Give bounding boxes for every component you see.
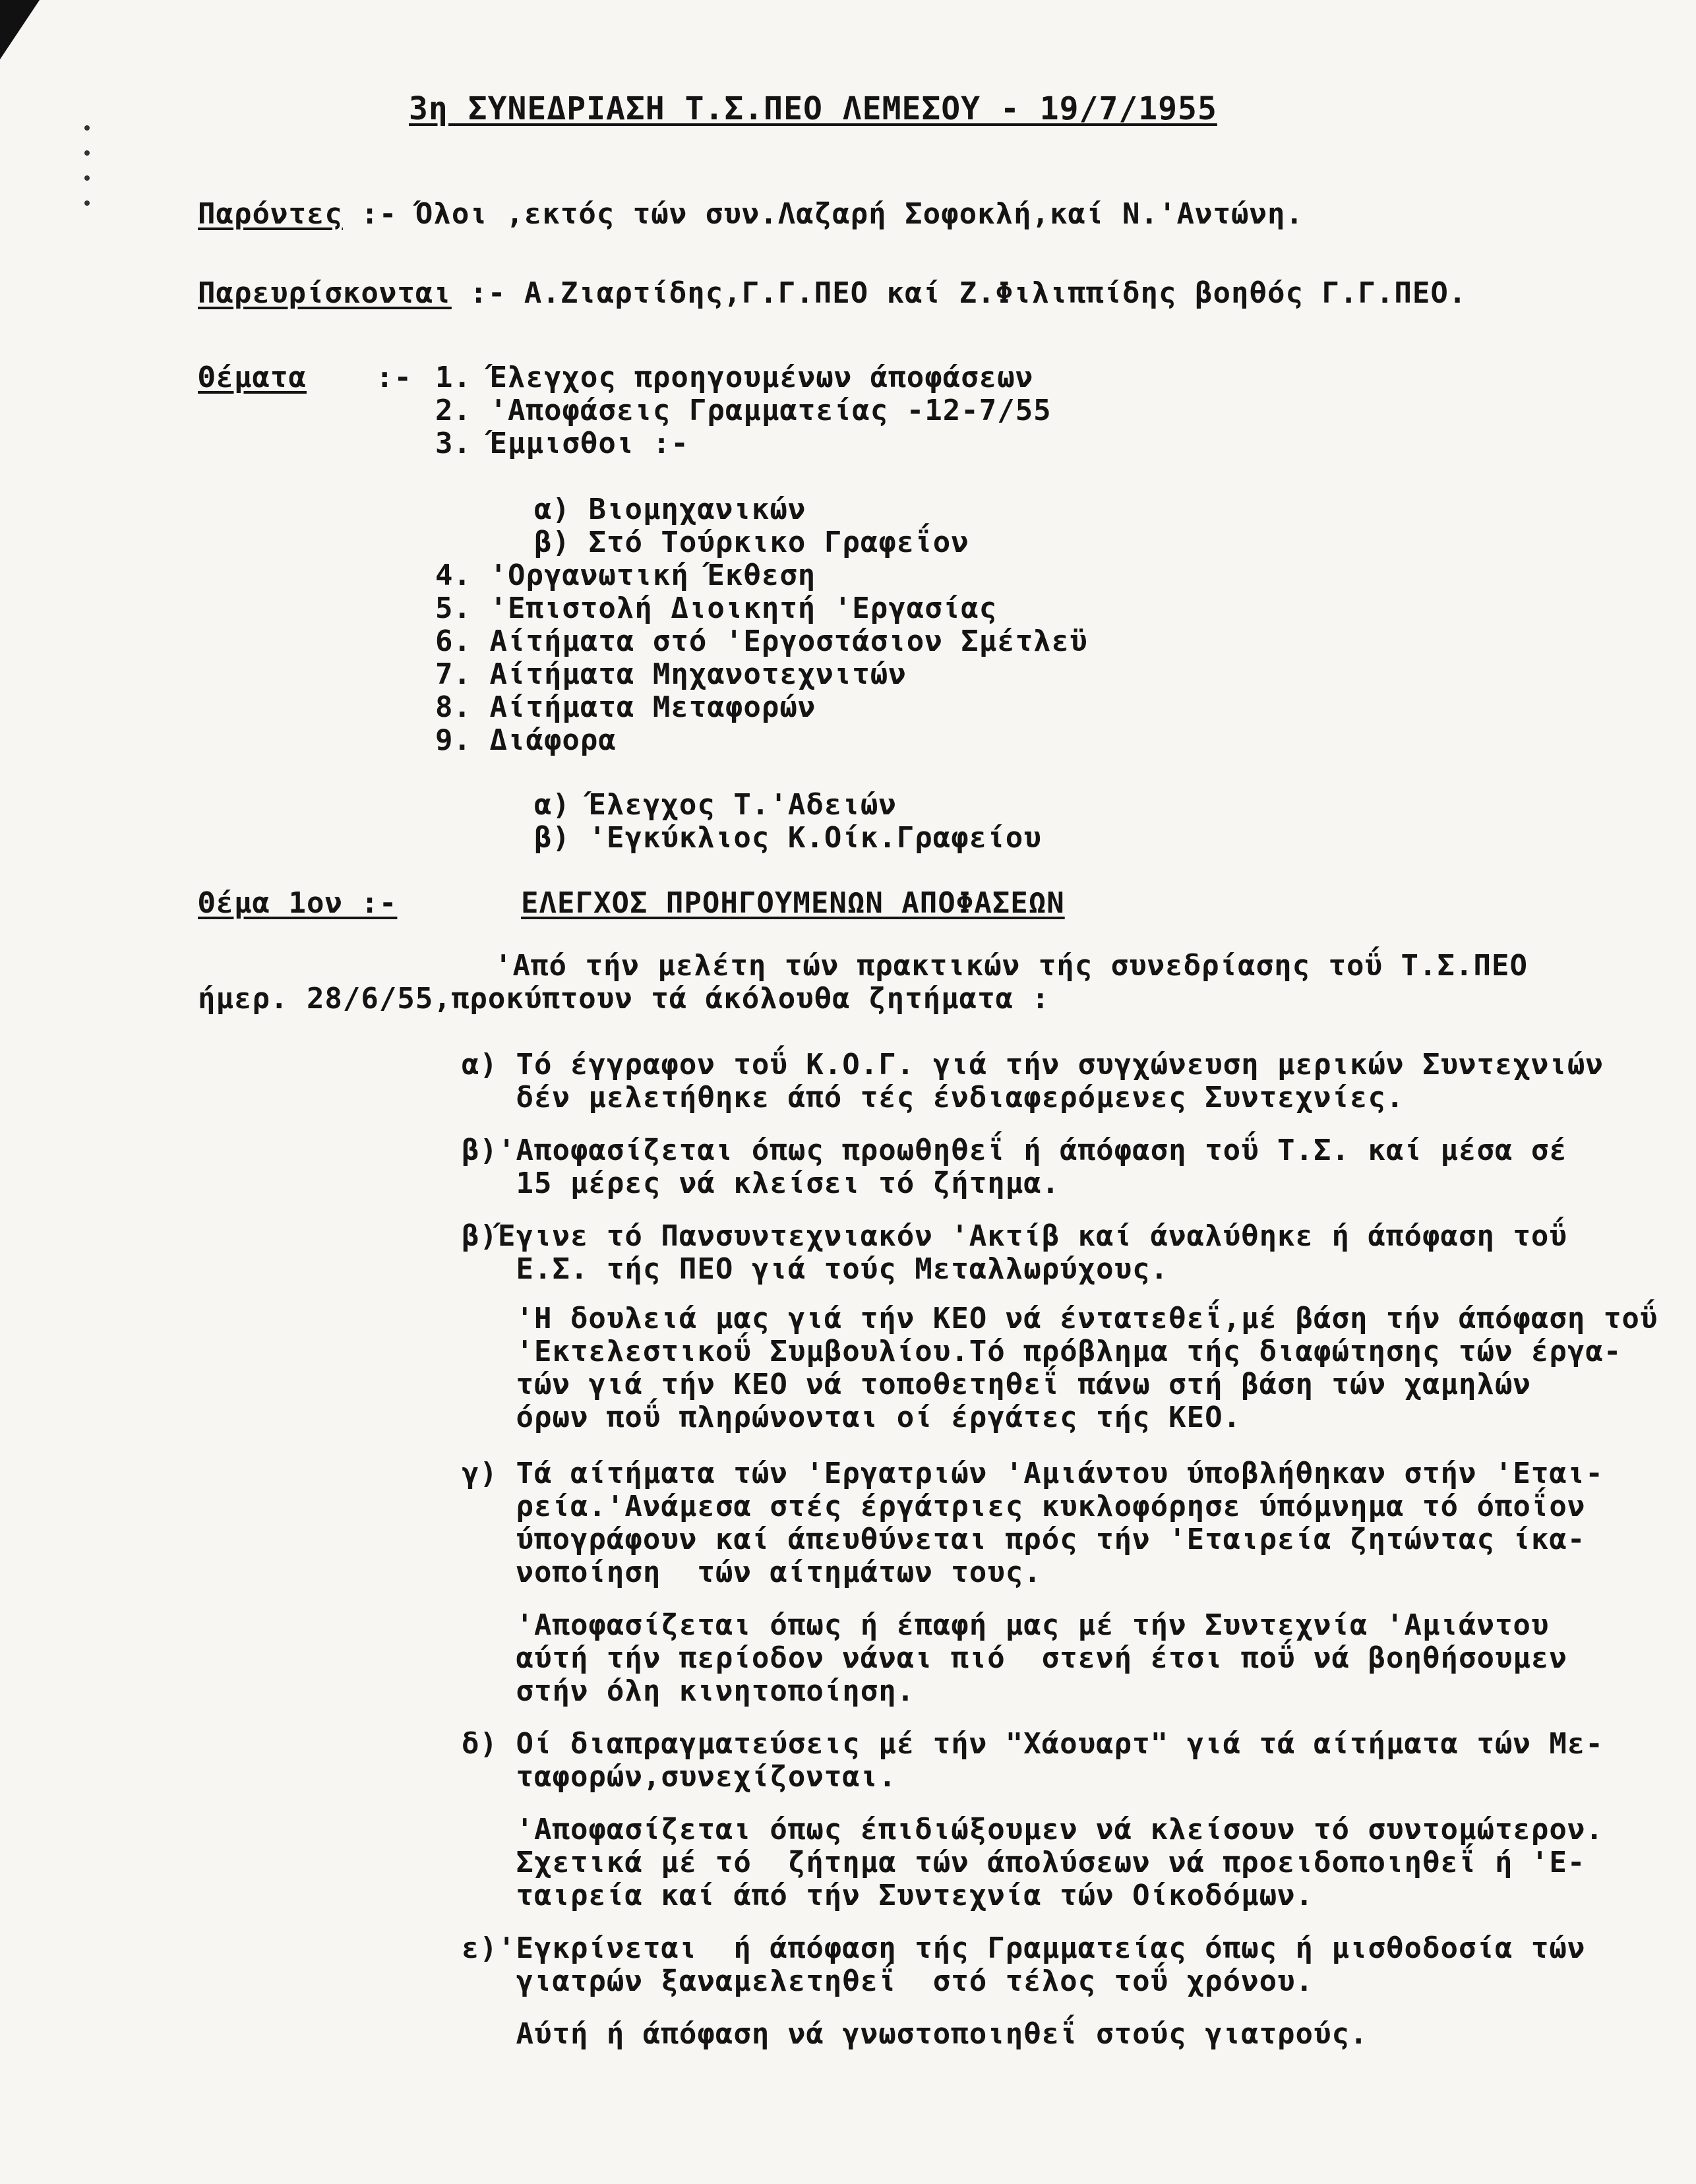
topic-item: 6. Αίτήματα στό 'Εργοστάσιον Σμέτλεϋ	[435, 624, 1088, 658]
topics-sep: :-	[376, 361, 412, 394]
topic-item: 8. Αίτήματα Μεταφορών	[435, 690, 816, 724]
item-epsilon-line: γιατρών ξαναμελετηθεΐ στό τέλος τοΰ χρόνου.	[462, 1964, 1314, 1998]
item-delta-line: ταφορών,συνεχίζονται.	[462, 1760, 897, 1794]
present-label: Παρόντες	[198, 197, 343, 231]
topic-subitem: β) 'Εγκύκλιος Κ.Οίκ.Γραφείου	[534, 821, 1042, 855]
attending-sep: :-	[469, 276, 506, 310]
transport-decision-line: ταιρεία καί άπό τήν Συντεχνία τών Οίκοδόμων.	[462, 1879, 1314, 1912]
transport-decision-line: Σχετικά μέ τό ζήτημα τών άπολύσεων νά προειδοποιηθεΐ ή 'Ε-	[462, 1846, 1586, 1879]
amiantos-decision-line: αύτή τήν περίοδον νάναι πιό στενή έτσι ποΰ νά βοηθήσουμεν	[462, 1641, 1567, 1675]
present-text: Όλοι ,εκτός τών συν.Λαζαρή Σοφοκλή,καί Ν.'Αντώνη.	[415, 197, 1304, 231]
intro-line: ήμερ. 28/6/55,προκύπτουν τά άκόλουθα ζητήματα :	[198, 982, 1050, 1016]
scan-corner-mark	[0, 0, 40, 59]
keo-paragraph-line: όρων ποΰ πληρώνονται οί έργάτες τής ΚΕΟ.	[462, 1401, 1242, 1434]
document-title: 3η ΣΥΝΕΔΡΙΑΣΗ Τ.Σ.ΠΕΟ ΛΕΜΕΣΟΥ - 19/7/1955	[409, 90, 1217, 127]
attending-text: Α.Ζιαρτίδης,Γ.Γ.ΠΕΟ καί Ζ.Φιλιππίδης βοηθός Γ.Γ.ΠΕΟ.	[524, 276, 1467, 310]
intro-line: 'Από τήν μελέτη τών πρακτικών τής συνεδρίασης τοΰ Τ.Σ.ΠΕΟ	[495, 949, 1528, 983]
topic-item: 2. 'Αποφάσεις Γραμματείας -12-7/55	[435, 394, 1052, 427]
margin-punch-marks	[84, 125, 92, 226]
item-alpha-line: δέν μελετήθηκε άπό τές ένδιαφερόμενες Συντεχνίες.	[462, 1081, 1405, 1114]
topic-item: 3. Έμμισθοι :-	[435, 427, 689, 460]
topic-subitem: α) Βιομηχανικών	[534, 493, 806, 526]
attending-label: Παρευρίσκονται	[198, 276, 452, 310]
doctors-notice-line: Αύτή ή άπόφαση νά γνωστοποιηθεΐ στούς γιατρούς.	[462, 2017, 1368, 2051]
item-alpha-line: α) Τό έγγραφον τοΰ Κ.Ο.Γ. γιά τήν συγχώνευση μερικών Συντεχνιών	[462, 1048, 1604, 1081]
keo-paragraph-line: τών γιά τήν ΚΕΟ νά τοποθετηθεΐ πάνω στή βάση τών χαμηλών	[462, 1368, 1531, 1401]
item-gamma-line: νοποίηση τών αίτημάτων τους.	[462, 1556, 1042, 1589]
item-beta-line: Ε.Σ. τής ΠΕΟ γιά τούς Μεταλλωρύχους.	[462, 1252, 1169, 1286]
topic-item: 9. Διάφορα	[435, 723, 617, 757]
topic-item: 5. 'Επιστολή Διοικητή 'Εργασίας	[435, 592, 998, 625]
topic-subitem: β) Στό Τούρκικο Γραφεΐον	[534, 526, 969, 559]
keo-paragraph-line: 'Εκτελεστικοΰ Συμβουλίου.Τό πρόβλημα τής διαφώτησης τών έργα-	[462, 1335, 1622, 1368]
item-epsilon-line: ε)'Εγκρίνεται ή άπόφαση τής Γραμματείας όπως ή μισθοδοσία τών	[462, 1931, 1586, 1965]
topic-item: 1. Έλεγχος προηγουμένων άποφάσεων	[435, 361, 1034, 394]
item-gamma-line: ύπογράφουν καί άπευθύνεται πρός τήν 'Εταιρεία ζητώντας ίκα-	[462, 1523, 1586, 1556]
topic-item: 7. Αίτήματα Μηχανοτεχνιτών	[435, 657, 907, 691]
item-gamma-line: γ) Τά αίτήματα τών 'Εργατριών 'Αμιάντου ύποβλήθηκαν στήν 'Εται-	[462, 1457, 1604, 1490]
topic-item: 4. 'Οργανωτική Έκθεση	[435, 559, 816, 592]
attending-line	[198, 277, 1467, 310]
transport-decision-line: 'Αποφασίζεται όπως έπιδιώξουμεν νά κλείσουν τό συντομώτερον.	[462, 1813, 1604, 1846]
topic-subitem: α) Έλεγχος Τ.'Αδειών	[534, 788, 897, 822]
item-gamma-line: ρεία.'Ανάμεσα στές έργάτριες κυκλοφόρησε ύπόμνημα τό όποΐον	[462, 1490, 1586, 1523]
amiantos-decision-line: στήν όλη κινητοποίηση.	[462, 1674, 915, 1708]
keo-paragraph-line: 'Η δουλειά μας γιά τήν ΚΕΟ νά έντατεθεΐ,μέ βάση τήν άπόφαση τοΰ	[462, 1302, 1658, 1335]
item-beta-decision-line: 15 μέρες νά κλείσει τό ζήτημα.	[462, 1167, 1060, 1200]
section1-heading: ΕΛΕΓΧΟΣ ΠΡΟΗΓΟΥΜΕΝΩΝ ΑΠΟΦΑΣΕΩΝ	[521, 886, 1065, 920]
topics-label: Θέματα	[198, 361, 307, 394]
amiantos-decision-line: 'Αποφασίζεται όπως ή έπαφή μας μέ τήν Συντεχνία 'Αμιάντου	[462, 1608, 1550, 1642]
section1-label: Θέμα 1ον :-	[198, 886, 398, 920]
present-sep: :-	[361, 197, 398, 231]
item-beta-line: β)Έγινε τό Πανσυντεχνιακόν 'Ακτίβ καί άναλύθηκε ή άπόφαση τοΰ	[462, 1219, 1567, 1253]
item-delta-line: δ) Οί διαπραγματεύσεις μέ τήν "Χάουαρτ" γιά τά αίτήματα τών Με-	[462, 1727, 1604, 1761]
item-beta-decision-line: β)'Αποφασίζεται όπως προωθηθεΐ ή άπόφαση τοΰ Τ.Σ. καί μέσα σέ	[462, 1134, 1567, 1167]
present-line	[198, 198, 1304, 231]
